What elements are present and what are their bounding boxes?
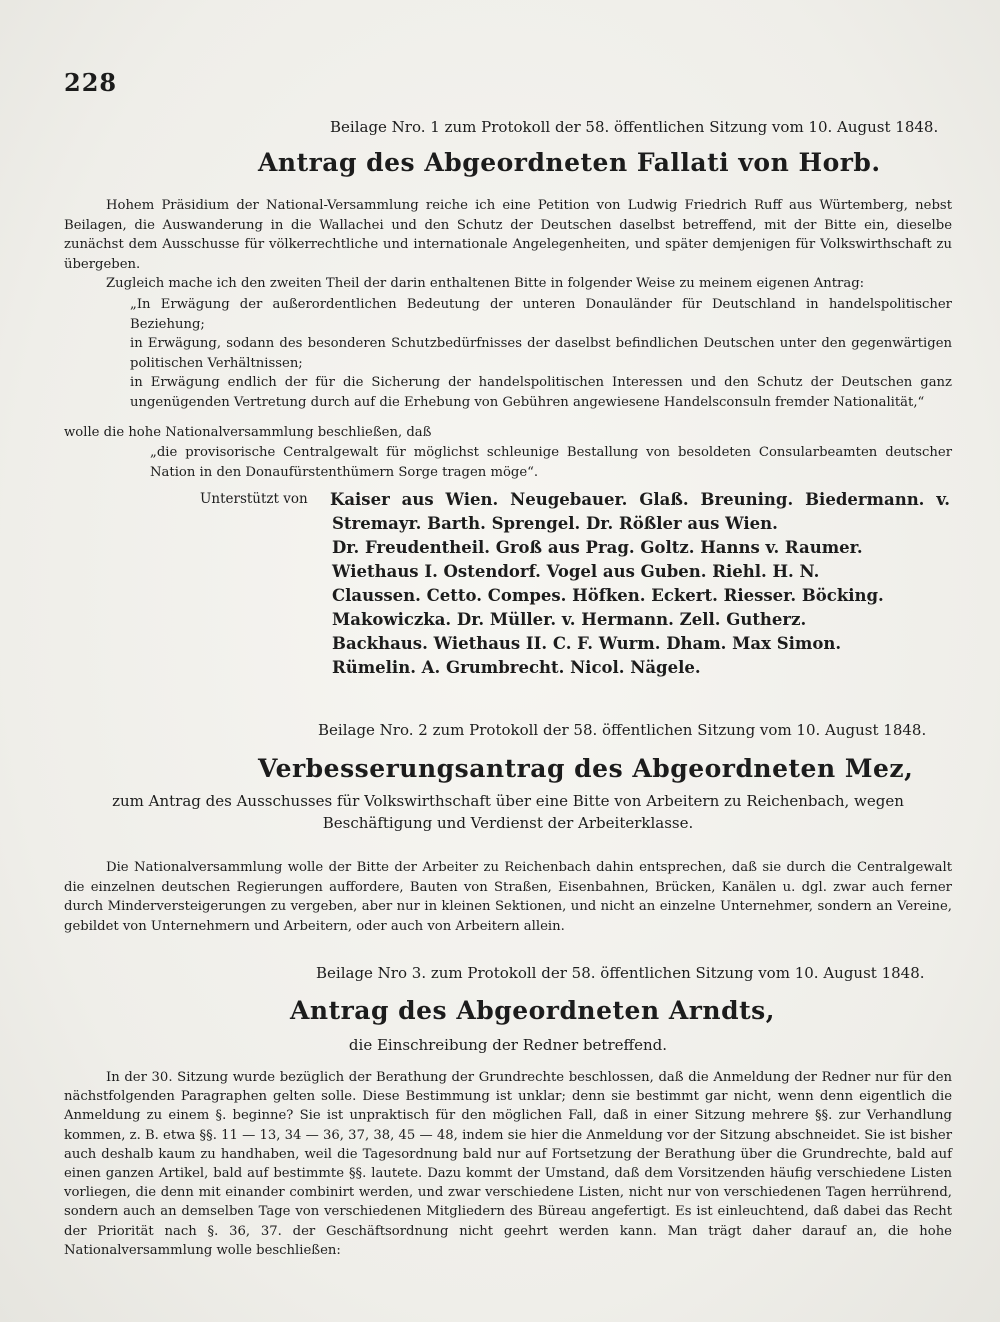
quote-clause-2: in Erwägung, sodann des besonderen Schutzbedürfnisses der daselbst befindlichen Deutschen unter den gegenwärtigen politischen Verhältnissen;	[130, 336, 952, 371]
title-antrag-arndts: Antrag des Abgeordneten Arndts,	[290, 996, 775, 1025]
mez-body: Die Nationalversammlung wolle der Bitte der Arbeiter zu Reichenbach dahin entsprechen, daß sie durch die Centralgewalt die einzelnen deutschen Regierungen auffordere, Bauten von Straßen, Eisenbahnen, Brücken, Kanälen u. dgl. zwar auch ferner durch Minderversteigerungen zu vergeben, aber nur in kleinen Sektionen, und nicht an einzelne Unternehmer, sondern an Vereine, gebildet von Unternehmern und Arbeitern, oder auch von Arbeitern allein.	[64, 860, 952, 934]
page-number: 228	[64, 68, 118, 97]
beilage-header-2: Beilage Nro. 2 zum Protokoll der 58. öffentlichen Sitzung vom 10. August 1848.	[318, 721, 927, 739]
intro-paragraph-2: Zugleich mache ich den zweiten Theil der darin enthaltenen Bitte in folgender Weise zu meinem eigenen Antrag:	[106, 276, 865, 292]
arndts-body: In der 30. Sitzung wurde bezüglich der Berathung der Grundrechte beschlossen, daß die Anmeldung der Redner nur für den nächstfolgenden Paragraphen gelten solle. Diese Bestimmung ist unklar; denn sie bestimmt gar nicht, wenn denn eigentlich die Anmeldung zu einem §. beginne? Sie ist unpraktisch für den möglichen Fall, daß in einer Sitzung mehrere §§. zur Verhandlung kommen, z. B. etwa §§. 11 — 13, 34 — 36, 37, 38, 45 — 48, indem sie hier die Anmeldung vor der Sitzung abschneidet. Sie ist bisher auch deshalb kaum zu handhaben, weil die Tagesordnung bald nur auf Fortsetzung der Berathung über die Grundrechte, bald auf einen ganzen Artikel, bald auf bestimmte §§. lautete. Dazu kommt der Umstand, daß dem Vorsitzenden häufig verschiedene Listen vorliegen, die denn mit einander combinirt werden, und zwar verschiedene Listen, nicht nur von verschiedenen Tagen herrührend, sondern auch an demselben Tage von verschiedenen Mitgliedern des Büreau angefertigt. Es ist einleuchtend, daß dabei das Recht der Priorität nach §. 36, 37. der Geschäftsordnung nicht geehrt werden kann. Man trägt daher darauf an, die hohe Nationalversammlung wolle beschließen:	[64, 1070, 952, 1258]
supporters-line: Wiethaus I. Ostendorf. Vogel aus Guben. Riehl. H. N.	[332, 562, 820, 581]
intro-paragraph-1: Hohem Präsidium der National-Versammlung reiche ich eine Petition von Ludwig Friedrich Ruff aus Würtemberg, nebst Beilagen, die Auswanderung in die Wallachei und den Schutz der Deutschen daselbst betreffend, mit der Bitte ein, dieselbe zunächst dem Ausschusse für völkerrechtliche und internationale Angelegenheiten, und später demjenigen für Volkswirthschaft zu übergeben.	[64, 198, 952, 272]
quote-block	[130, 295, 952, 413]
subtitle-arndts: die Einschreibung der Redner betreffend.	[348, 1036, 668, 1054]
supporters-line: Kaiser aus Wien. Neugebauer. Glaß. Breuning. Biedermann. v. Stremayr. Barth. Sprengel. Dr. Rößler aus Wien.	[330, 490, 950, 533]
beilage-header-3: Beilage Nro 3. zum Protokoll der 58. öffentlichen Sitzung vom 10. August 1848.	[316, 964, 925, 982]
subtitle-mez: zum Antrag des Ausschusses für Volkswirthschaft über eine Bitte von Arbeitern zu Reichenbach, wegen Beschäftigung und Verdienst der Arbeiterklasse.	[112, 792, 904, 832]
supporters-list	[332, 488, 950, 680]
supporters-line: Makowiczka. Dr. Müller. v. Hermann. Zell. Gutherz.	[332, 610, 807, 629]
title-verbesserungsantrag-mez: Verbesserungsantrag des Abgeordneten Mez,	[258, 754, 914, 783]
quote-clause-3: in Erwägung endlich der für die Sicherung der handelspolitischen Interessen und den Schutz der Deutschen ganz ungenügenden Vertretung durch auf die Erhebung von Gebühren angewiesene Handelsconsuln fremder Nationalität,“	[130, 375, 952, 410]
beilage-header-1: Beilage Nro. 1 zum Protokoll der 58. öffentlichen Sitzung vom 10. August 1848.	[330, 118, 939, 136]
quote-clause-1: „In Erwägung der außerordentlichen Bedeutung der unteren Donauländer für Deutschland in handelspolitischer Beziehung;	[130, 297, 952, 332]
title-antrag-fallati: Antrag des Abgeordneten Fallati von Horb.	[258, 148, 881, 177]
resolution-intro: wolle die hohe Nationalversammlung beschließen, daß	[64, 425, 432, 440]
supporters-line: Dr. Freudentheil. Groß aus Prag. Goltz. Hanns v. Raumer.	[332, 538, 863, 557]
resolution-text: „die provisorische Centralgewalt für möglichst schleunige Bestallung von besoldeten Consularbeamten deutscher Nation in den Donaufürstenthümern Sorge tragen möge“.	[150, 445, 952, 480]
supporters-line: Claussen. Cetto. Compes. Höfken. Eckert. Riesser. Böcking.	[332, 586, 884, 605]
supported-by-label: Unterstützt von	[200, 491, 308, 507]
supporters-line: Backhaus. Wiethaus II. C. F. Wurm. Dham. Max Simon.	[332, 634, 842, 653]
supporters-line: Rümelin. A. Grumbrecht. Nicol. Nägele.	[332, 658, 701, 677]
intro-text	[64, 196, 952, 294]
